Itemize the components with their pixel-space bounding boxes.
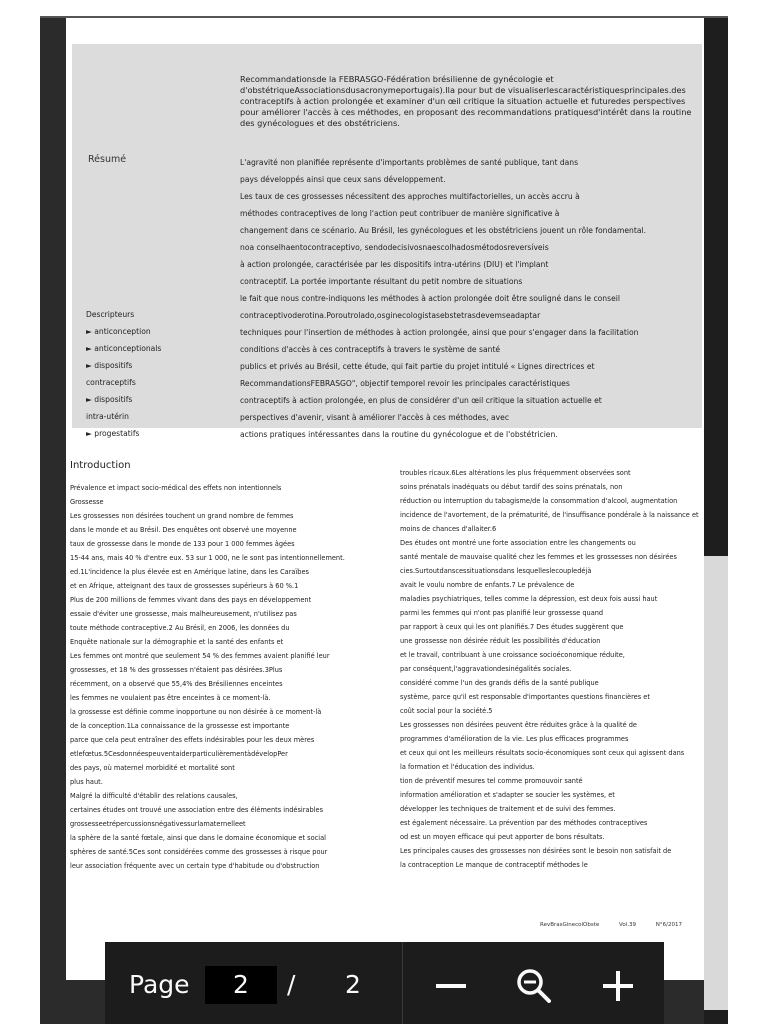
minus-icon xyxy=(434,969,468,1003)
body-text-line: la grossesse est définie comme inopportune ou non désirée à ce moment-là xyxy=(70,708,322,716)
body-text-line: parce que cela peut entraîner des effets indésirables pour les deux mères xyxy=(70,736,315,744)
plus-icon xyxy=(601,969,635,1003)
abstract-text-line: à action prolongée, caractérisée par les dispositifs intra-utérins (DIU) et l'implant xyxy=(240,260,549,269)
body-text-line: cies.Surtoutdanscessituationsdans lesquelleslecoupledéjà xyxy=(400,567,592,575)
descriptor-item: contraceptifs xyxy=(86,378,136,387)
body-text-line: Les femmes ont montré que seulement 54 % des femmes avaient planifié leur xyxy=(70,652,330,660)
body-text-line: et en Afrique, atteignant des taux de grossesses supérieurs à 60 %.1 xyxy=(70,582,299,590)
body-text-line: par rapport à ceux qui les ont planifiés.7 Des études suggèrent que xyxy=(400,623,624,631)
body-text-line: maladies psychiatriques, telles comme la dépression, est deux fois aussi haut xyxy=(400,595,658,603)
body-text-line: Grossesse xyxy=(70,498,104,506)
abstract-text-line: publics et privés au Brésil, cette étude, qui fait partie du projet intitulé « Lignes directrices et xyxy=(240,362,595,371)
abstract-text-line: L'agravité non planifiée représente d'importants problèmes de santé publique, tant dans xyxy=(240,158,579,167)
body-text-line: soins prénatals inadéquats ou début tardif des soins prénatals, non xyxy=(400,483,623,491)
zoom-out-magnifier-icon xyxy=(515,967,553,1005)
body-text-line: santé mentale de mauvaise qualité chez les femmes et les grossesses non désirées xyxy=(400,553,677,561)
footer-issue: N°6/2017 xyxy=(655,922,682,928)
current-page-input[interactable]: 2 xyxy=(205,966,277,1004)
body-text-line: Plus de 200 millions de femmes vivant dans des pays en développement xyxy=(70,596,312,604)
body-text-line: la contraception Le manque de contraceptif méthodes le xyxy=(400,861,588,869)
abstract-text-line: perspectives d'avenir, visant à améliorer l'accès à ces méthodes, avec xyxy=(240,413,509,422)
abstract-intro-text: Recommandationsde la FEBRASGO-Fédération brésilienne de gynécologie et d'obstétriqueAssociationsdusacronymeportugais).Ila pour but de visualiserlescaractéristiquesprincipales.des contraceptifs à action prolongée et examiner d'un œil critique la situation actuelle et futuredes perspectives pour améliorer l'accès à ces méthodes, en proposant des recommandations pratiquesd'intérêt dans la routine des gynécologues et des obstétriciens. xyxy=(240,74,692,128)
abstract-text-line: noa conselhaentocontraceptivo, sendodecisivosnaescolhadosmétodosreversíveis xyxy=(240,243,549,252)
body-text-line: la formation et l'éducation des individus. xyxy=(400,763,535,771)
body-text-line: ed.1L'incidence la plus élevée est en Amérique latine, dans les Caraïbes xyxy=(70,568,309,576)
body-text-line: récemment, on a observé que 55,4% des Brésiliennes enceintes xyxy=(70,680,283,688)
scrollbar-thumb[interactable] xyxy=(704,556,728,1010)
body-text-line: une grossesse non désirée réduit les possibilités d'éducation xyxy=(400,637,601,645)
abstract-text-line: contraceptivoderotina.Poroutrolado,osginecologistasebstetrasdevemseadaptar xyxy=(240,311,541,320)
descriptors-title: Descripteurs xyxy=(86,310,135,319)
resume-label: Résumé xyxy=(88,154,127,165)
abstract-text-line: le fait que nous contre-indiquons les méthodes à action prolongée doit être souligné dans le conseil xyxy=(240,294,620,303)
abstract-text-line: changement dans ce scénario. Au Brésil, les gynécologues et les obstétriciens jouent un rôle fondamental. xyxy=(240,226,647,235)
abstract-text-line: conditions d'accès à ces contraceptifs à travers le système de santé xyxy=(240,345,501,354)
body-text-line: coût social pour la société.5 xyxy=(400,707,493,715)
left-column xyxy=(70,460,370,873)
body-text-line: est également nécessaire. La prévention par des méthodes contraceptives xyxy=(400,819,648,827)
descriptor-item: ► anticonception xyxy=(86,327,151,336)
body-text-line: plus haut. xyxy=(70,778,103,786)
body-text-line: incidence de l'avortement, de la prématurité, de l'insuffisance pondérale à la naissance et xyxy=(400,511,699,519)
abstract-text-line: Les taux de ces grossesses nécessitent des approches multifactorielles, un accès accru à xyxy=(240,192,580,201)
body-text-line: grossesses, et 18 % des grossesses n'étaient pas désirées.3Plus xyxy=(70,666,283,674)
body-text-line: des pays, où maternel morbidité et mortalité sont xyxy=(70,764,235,772)
descriptors-list xyxy=(86,306,161,442)
body-text-line: toute méthode contraceptive.2 Au Brésil, en 2006, les données du xyxy=(70,624,290,632)
page-toolbar xyxy=(105,942,664,1024)
body-text-line: certaines études ont trouvé une association entre des éléments indésirables xyxy=(70,806,324,814)
abstract-text-line: actions pratiques intéressantes dans la routine du gynécologue et de l'obstétricien. xyxy=(240,430,558,439)
section-title-introduction: Introduction xyxy=(70,460,131,471)
body-text-line: et le travail, contribuant à une croissance socioéconomique réduite, xyxy=(400,651,625,659)
body-text-line: tion de préventif mesures tel comme promouvoir santé xyxy=(400,777,583,785)
descriptor-item: ► progestatifs xyxy=(86,429,140,438)
body-text-line: la sphère de la santé fœtale, ainsi que dans le domaine économique et social xyxy=(70,834,326,842)
total-pages: 2 xyxy=(345,970,361,999)
body-text-line: Les grossesses non désirées touchent un grand nombre de femmes xyxy=(70,512,294,520)
descriptor-item: ► dispositifs xyxy=(86,395,133,404)
footer-volume: Vol.39 xyxy=(619,922,637,928)
body-text-line: de la conception.1La connaissance de la grossesse est importante xyxy=(70,722,290,730)
body-text-line: sphères de santé.5Ces sont considérées comme des grossesses à risque pour xyxy=(70,848,328,856)
body-text-line: taux de grossesse dans le monde de 133 pour 1 000 femmes âgées xyxy=(70,540,295,548)
body-text-line: Prévalence et impact socio-médical des effets non intentionnels xyxy=(70,484,282,492)
body-text-line: réduction ou interruption du tabagisme/de la consommation d'alcool, augmentation xyxy=(400,497,678,505)
body-text-line: Malgré la difficulté d'établir des relations causales, xyxy=(70,792,238,800)
abstract-text-line: techniques pour l'insertion de méthodes à action prolongée, ainsi que pour s'engager dans la facilitation xyxy=(240,328,639,337)
body-text-line: essaie d'éviter une grossesse, mais malheureusement, n'utilisez pas xyxy=(70,610,297,618)
body-text-line: information amélioration et s'adapter se soucier les systèmes, et xyxy=(400,791,615,799)
body-text-line: grossesseetrépercussionsnégativessurlamaternelleet xyxy=(70,820,246,828)
toolbar-divider xyxy=(402,942,403,1024)
page-separator: / xyxy=(287,970,296,999)
body-text-line: etlefœtus.5CesdonnéespeuventaiderparticulièrementàdévelopPer xyxy=(70,750,288,758)
abstract-text-line: RecommandationsFEBRASGO", objectif temporel revoir les principales caractéristiques xyxy=(240,379,570,388)
body-text-line: od est un moyen efficace qui peut apporter de bons résultats. xyxy=(400,833,605,841)
zoom-magnifier-button[interactable] xyxy=(512,964,556,1008)
body-text-line: leur association fréquente avec un certain type d'habitude ou d'obstruction xyxy=(70,862,320,870)
body-text-line: et ceux qui ont les meilleurs résultats socio-économiques sont ceux qui agissent dans xyxy=(400,749,685,757)
body-text-line: parmi les femmes qui n'ont pas planifié leur grossesse quand xyxy=(400,609,604,617)
abstract-text-line: pays développés ainsi que ceux sans développement. xyxy=(240,175,446,184)
body-text-line: Les principales causes des grossesses non désirées sont le besoin non satisfait de xyxy=(400,847,672,855)
right-column xyxy=(400,466,702,872)
zoom-out-button[interactable] xyxy=(429,964,473,1008)
descriptor-item: ► anticonceptionals xyxy=(86,344,162,353)
body-text-line: système, parce qu'il est responsable d'importantes questions financières et xyxy=(400,693,650,701)
body-text-line: avait le voulu nombre de enfants.7 Le prévalence de xyxy=(400,581,575,589)
body-text-line: considéré comme l'un des grands défis de la santé publique xyxy=(400,679,599,687)
body-text-line: moins de chances d'allaiter.6 xyxy=(400,525,497,533)
footer-journal: RevBrasGinecolObste xyxy=(540,922,600,928)
page-footer xyxy=(540,922,700,928)
page-label: Page xyxy=(129,970,190,999)
abstract-box xyxy=(72,44,702,439)
body-text-line: Les grossesses non désirées peuvent être réduites grâce à la qualité de xyxy=(400,721,637,729)
zoom-in-button[interactable] xyxy=(596,964,640,1008)
body-text-line: dans le monde et au Brésil. Des enquêtes ont observé une moyenne xyxy=(70,526,297,534)
body-text-line: 15-44 ans, mais 40 % d'entre eux. 53 sur 1 000, ne le sont pas intentionnellement. xyxy=(70,554,345,562)
body-text-line: par conséquent,l'aggravationdesinégalités sociales. xyxy=(400,665,572,673)
body-text-line: Des études ont montré une forte association entre les changements ou xyxy=(400,539,636,547)
descriptor-item: ► dispositifs xyxy=(86,361,133,370)
abstract-lines xyxy=(240,154,680,443)
body-text-line: programmes d'amélioration de la vie. Les plus efficaces programmes xyxy=(400,735,629,743)
abstract-text-line: contraceptif. La portée importante résultant du petit nombre de situations xyxy=(240,277,523,286)
document-page[interactable] xyxy=(66,18,704,980)
abstract-text-line: méthodes contraceptives de long l'action peut contribuer de manière significative à xyxy=(240,209,560,218)
body-text-line: les femmes ne voulaient pas être enceintes à ce moment-là. xyxy=(70,694,271,702)
body-text-line: développer les techniques de traitement et de suivi des femmes. xyxy=(400,805,616,813)
descriptor-item: intra-utérin xyxy=(86,412,129,421)
abstract-text-line: contraceptifs à action prolongée, en plus de considérer d'un œil critique la situation actuelle et xyxy=(240,396,602,405)
body-text-line: Enquête nationale sur la démographie et la santé des enfants et xyxy=(70,638,284,646)
body-text-line: troubles ricaux.6Les altérations les plus fréquemment observées sont xyxy=(400,469,631,477)
